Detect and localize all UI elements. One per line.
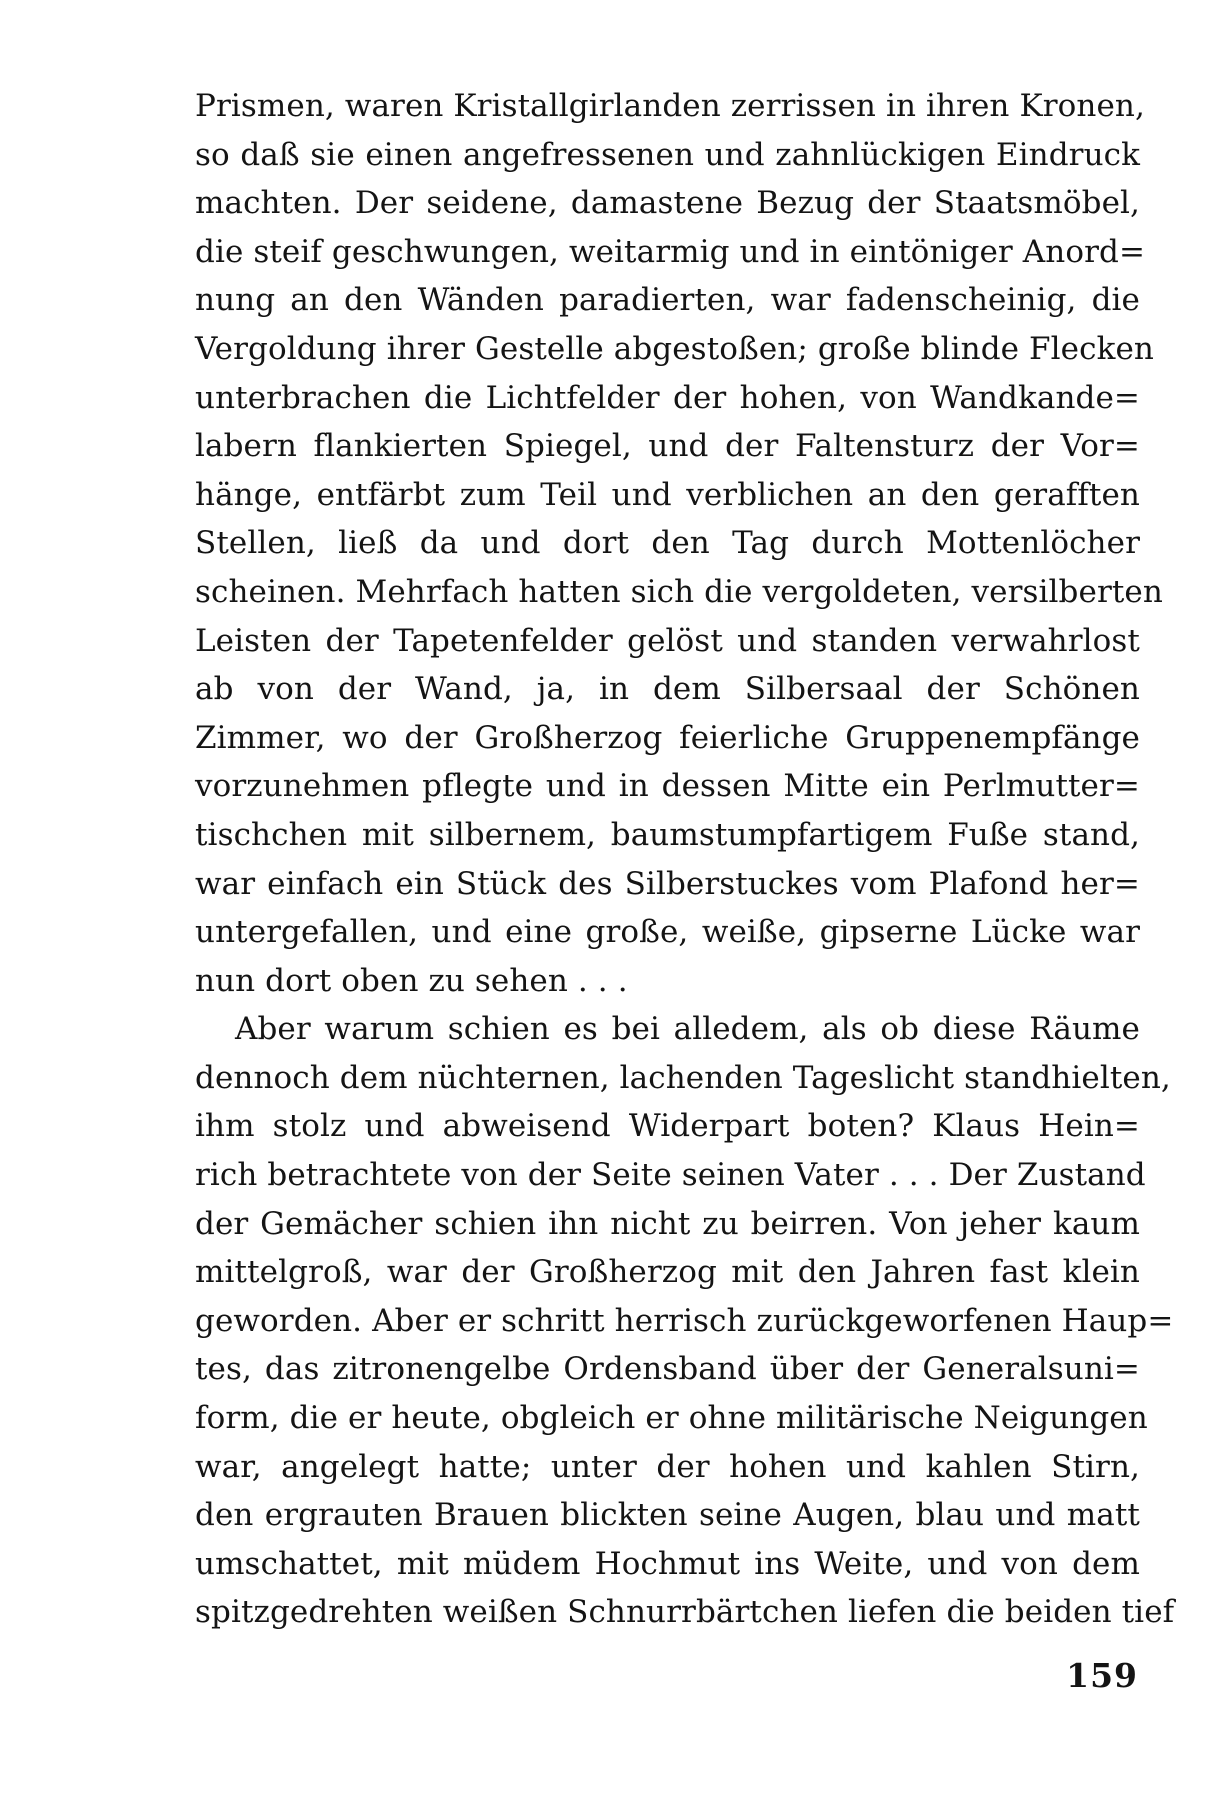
text-line: den ergrauten Brauen blickten seine Augen, blau und matt	[195, 1497, 1140, 1534]
text-line: nun dort oben zu sehen . . .	[195, 962, 628, 999]
text-line: Aber warum schien es bei alledem, als ob diese Räume	[235, 1011, 1140, 1048]
text-line: machten. Der seidene, damastene Bezug der Staatsmöbel,	[195, 185, 1140, 222]
text-line: Leisten der Tapetenfelder gelöst und standen verwahrlost	[195, 622, 1140, 659]
text-line: Prismen, waren Kristallgirlanden zerrissen in ihren Kronen,	[195, 88, 1145, 124]
text-line: nung an den Wänden paradierten, war fadenscheinig, die	[195, 282, 1140, 319]
text-line: Stellen, ließ da und dort den Tag durch Mottenlöcher	[195, 525, 1140, 562]
text-line: Zimmer, wo der Großherzog feierliche Gruppenempfänge	[195, 719, 1140, 756]
text-line: unterbrachen die Lichtfelder der hohen, von Wandkande=	[195, 379, 1140, 416]
text-line: der Gemächer schien ihn nicht zu beirren. Von jeher kaum	[195, 1205, 1140, 1242]
text-line: die steif geschwungen, weitarmig und in eintöniger Anord=	[195, 233, 1146, 270]
text-line: geworden. Aber er schritt herrisch zurückgeworfenen Haup=	[195, 1302, 1174, 1339]
page-number: 159	[1066, 1656, 1138, 1695]
text-line: war einfach ein Stück des Silberstuckes vom Plafond her=	[195, 865, 1140, 902]
text-line: dennoch dem nüchternen, lachenden Tageslicht standhielten,	[195, 1059, 1171, 1096]
text-line: tes, das zitronengelbe Ordensband über der Generalsuni=	[195, 1351, 1140, 1388]
body-text	[195, 82, 1175, 1637]
text-line: labern flankierten Spiegel, und der Faltensturz der Vor=	[195, 428, 1140, 465]
text-line: scheinen. Mehrfach hatten sich die vergoldeten, versilberten	[195, 573, 1163, 610]
text-line: umschattet, mit müdem Hochmut ins Weite, und von dem	[195, 1545, 1140, 1582]
text-line: vorzunehmen pflegte und in dessen Mitte ein Perlmutter=	[195, 768, 1140, 805]
text-line: Vergoldung ihrer Gestelle abgestoßen; große blinde Flecken	[195, 330, 1154, 367]
text-line: form, die er heute, obgleich er ohne militärische Neigungen	[195, 1400, 1148, 1437]
text-line: rich betrachtete von der Seite seinen Vater . . . Der Zustand	[195, 1157, 1146, 1194]
text-line: tischchen mit silbernem, baumstumpfartigem Fuße stand,	[195, 816, 1140, 853]
text-line: spitzgedrehten weißen Schnurrbärtchen liefen die beiden tief	[195, 1594, 1175, 1631]
text-line: war, angelegt hatte; unter der hohen und kahlen Stirn,	[195, 1448, 1140, 1485]
text-line: ab von der Wand, ja, in dem Silbersaal der Schönen	[195, 671, 1140, 708]
text-line: hänge, entfärbt zum Teil und verblichen an den gerafften	[195, 476, 1140, 513]
text-line: untergefallen, und eine große, weiße, gipserne Lücke war	[195, 914, 1140, 951]
text-line: mittelgroß, war der Großherzog mit den Jahren fast klein	[195, 1254, 1140, 1291]
text-line: ihm stolz und abweisend Widerpart boten? Klaus Hein=	[195, 1108, 1140, 1145]
text-line: so daß sie einen angefressenen und zahnlückigen Eindruck	[195, 136, 1140, 173]
